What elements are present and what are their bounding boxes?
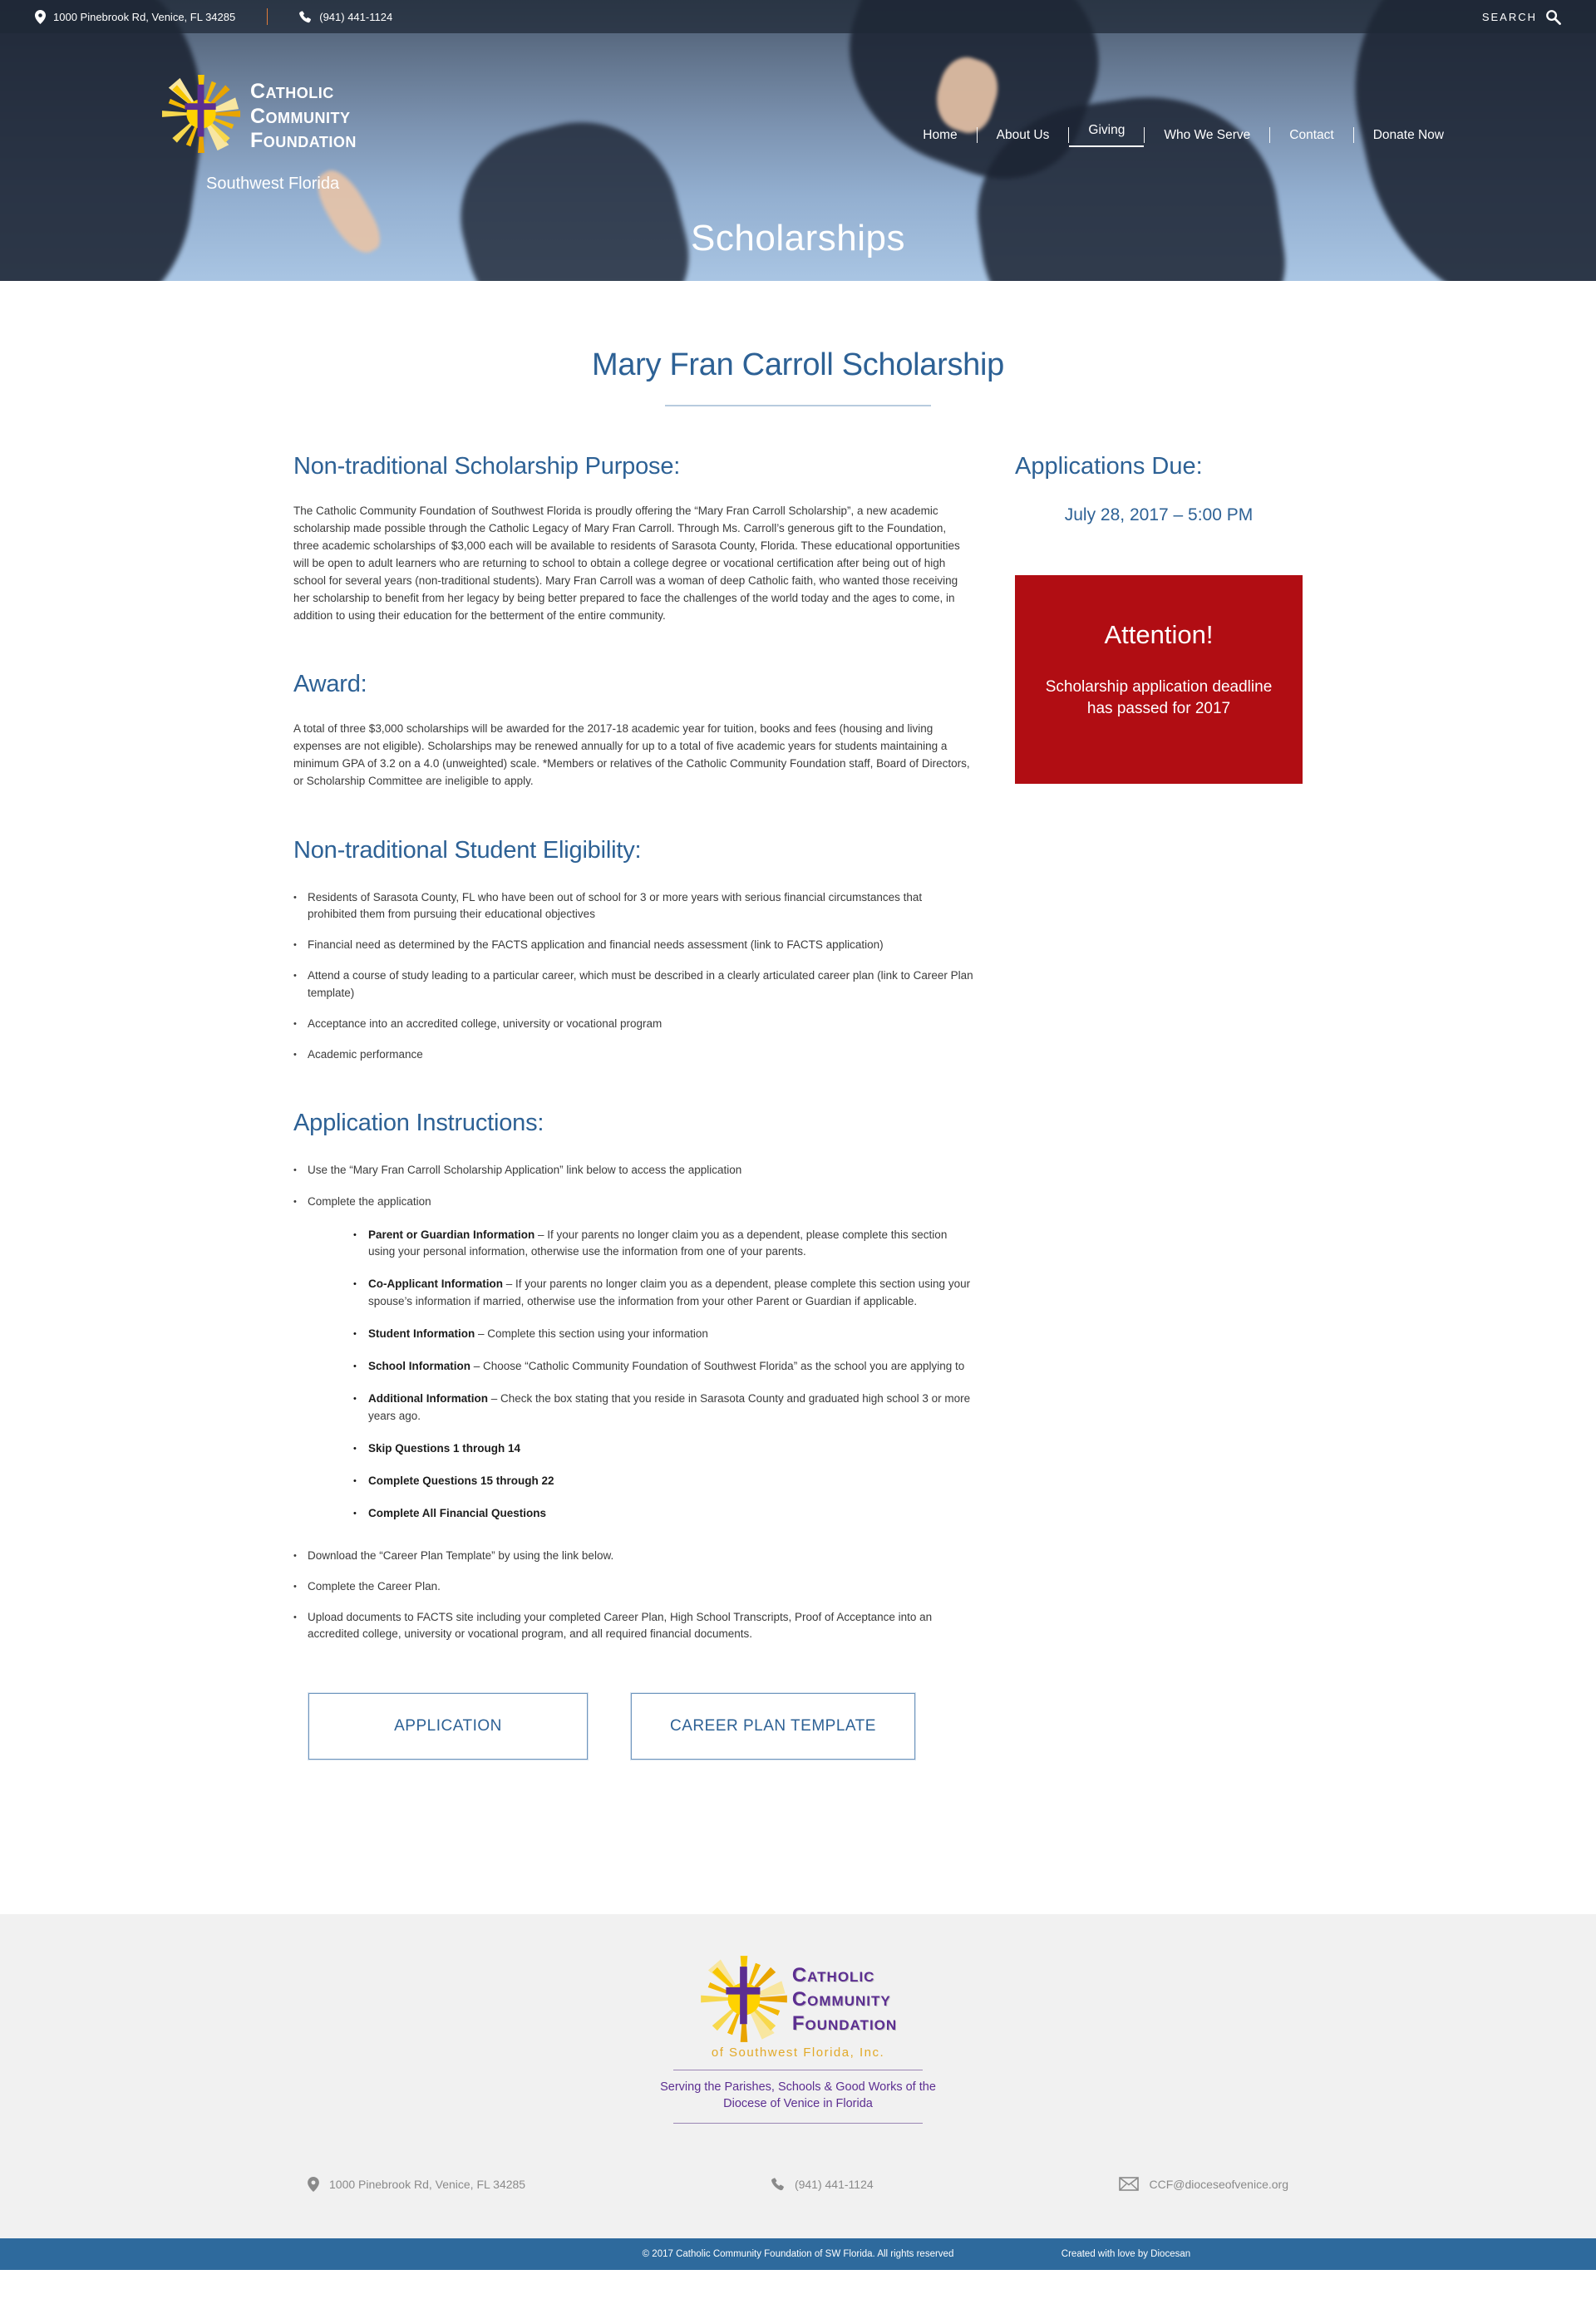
- attention-title: Attention!: [1104, 620, 1214, 649]
- bottom-bar: [0, 2238, 1596, 2270]
- sub-bullet-item: [353, 1227, 973, 1261]
- topbar-phone-text: (941) 441-1124: [319, 10, 393, 23]
- sub-bullet-text: – Choose “Catholic Community Foundation of Southwest Florida” as the school you are applying to: [470, 1360, 965, 1373]
- sidebar: [1015, 453, 1303, 784]
- footer-contact-row: [258, 2177, 1338, 2238]
- logo-subtitle: Southwest Florida: [206, 175, 340, 193]
- sub-bullet-item: [353, 1505, 973, 1522]
- footer-logo-line-2: Community: [791, 1987, 891, 2011]
- envelope-icon: [1119, 2177, 1139, 2191]
- logo-line-3: Foundation: [250, 129, 357, 152]
- title-underline: [665, 405, 931, 406]
- topbar-divider: [267, 8, 268, 25]
- bullet-item: • Attend a course of study leading to a particular career, which must be described in a clearly articulated career plan (link to Career Plan template): [293, 967, 973, 1002]
- career-plan-template-button[interactable]: CAREER PLAN TEMPLATE: [631, 1693, 915, 1760]
- footer-phone-text: (941) 441-1124: [794, 2177, 874, 2191]
- sub-bullet-item: [353, 1391, 973, 1425]
- nav-item-contact[interactable]: Contact: [1289, 127, 1334, 142]
- logo-line-2: Community: [250, 104, 351, 128]
- sunburst-cross-logo-icon: [160, 73, 242, 155]
- sub-bullet-bold: Complete Questions 15 through 22: [368, 1474, 554, 1488]
- search-label: SEARCH: [1481, 10, 1537, 23]
- sub-bullet-bold: Complete All Financial Questions: [368, 1507, 547, 1520]
- sub-bullet-text: – Check the box stating that you reside in Sarasota County and graduated high school 3 or more years ago.: [368, 1392, 971, 1422]
- site-logo[interactable]: [160, 73, 357, 155]
- sub-bullet-item: [353, 1473, 973, 1489]
- main-navigation: [904, 123, 1463, 147]
- bullet-text: Complete the application: [308, 1194, 431, 1208]
- bullet-item: • Download the “Career Plan Template” by using the link below.: [293, 1548, 973, 1564]
- eligibility-list: [293, 889, 973, 1064]
- sub-bullet-text: – If your parents no longer claim you as a dependent, please complete this section using your personal information, otherwise use the information from one of your parents.: [368, 1228, 948, 1258]
- footer-logo: [657, 1954, 939, 2124]
- attention-banner: [1015, 575, 1303, 784]
- purpose-paragraph: The Catholic Community Foundation of Southwest Florida is proudly offering the “Mary Fran Carroll Scholarship”, a new academic scholarship made possible through the Catholic Legacy of Mary Fran Carroll. Through Ms. Carroll’s generous gift to the Foundation, three academic scholarships of $3,000 each will be available to residents of Sarasota County, Florida. These educational opportunities will be open to adult learners who are returning to school to obtain a college degree or vocational certification after being out of high school for several years (non-traditional students). Mary Fran Carroll was a woman of deep Catholic faith, who wanted those receiving her scholarship to benefit from her legacy by being better prepared to face the challenges of the world today and the ages to come, in addition to using their education for the betterment of the entire community.: [293, 505, 960, 623]
- page-title: Mary Fran Carroll Scholarship: [591, 347, 1004, 382]
- phone-icon: [771, 2178, 785, 2191]
- sub-bullet-bold: Parent or Guardian Information: [368, 1228, 535, 1241]
- footer-logo-wordmark: [792, 1964, 897, 2036]
- search-icon: [1545, 9, 1561, 25]
- footer-logo-tagline: Serving the Parishes, Schools & Good Works of the Diocese of Venice in Florida: [660, 2080, 936, 2111]
- hero-page-title: Scholarships: [691, 218, 905, 258]
- footer-logo-line-3: Foundation: [791, 2011, 898, 2035]
- footer-logo-subtitle: of Southwest Florida, Inc.: [711, 2046, 885, 2060]
- footer-email[interactable]: [1119, 2177, 1288, 2192]
- sub-bullet-bold: School Information: [368, 1360, 470, 1373]
- nav-item-who-we-serve[interactable]: Who We Serve: [1164, 127, 1251, 142]
- bullet-item: [293, 1194, 973, 1523]
- eligibility-heading: Non-traditional Student Eligibility:: [293, 836, 642, 864]
- nav-item-about-us[interactable]: About Us: [996, 127, 1050, 142]
- credit-link[interactable]: Created with love by Diocesan: [1061, 2248, 1191, 2259]
- sub-bullet-item: [353, 1276, 973, 1310]
- sub-bullet-text: – If your parents no longer claim you as a dependent, please complete this section using your spouse’s information if married, otherwise use the information from your other Parent or Guardian if applicable.: [368, 1278, 971, 1307]
- bullet-item: • Upload documents to FACTS site including your completed Career Plan, High School Transcripts, Proof of Acceptance into an accredited college, university or vocational program, and all required financial documents.: [293, 1609, 973, 1643]
- award-heading: Award:: [293, 671, 367, 698]
- footer-email-text: CCF@dioceseofvenice.org: [1149, 2177, 1288, 2191]
- sub-bullet-text: – Complete this section using your information: [475, 1327, 708, 1340]
- attention-message: Scholarship application deadline has passed for 2017: [1045, 678, 1273, 717]
- top-utility-bar: [0, 0, 1596, 33]
- bullet-item: • Use the “Mary Fran Carroll Scholarship Application” link below to access the application: [293, 1162, 973, 1179]
- location-pin-icon: [35, 10, 46, 24]
- footer-logo-line-1: Catholic: [791, 1964, 875, 1986]
- sub-bullet-bold: Co-Applicant Information: [368, 1278, 503, 1291]
- bullet-item: • Acceptance into an accredited college, university or vocational program: [293, 1016, 973, 1032]
- sub-bullet-item: [353, 1326, 973, 1342]
- sub-bullet-item: [353, 1440, 973, 1457]
- instructions-list: [293, 1162, 973, 1642]
- article-column: [293, 453, 973, 1760]
- sub-bullet-item: [353, 1358, 973, 1375]
- application-button[interactable]: APPLICATION: [308, 1693, 588, 1760]
- bullet-item: • Complete the Career Plan.: [293, 1578, 973, 1595]
- hero-header: [0, 0, 1596, 281]
- copyright-text: © 2017 Catholic Community Foundation of SW Florida. All rights reserved: [642, 2248, 954, 2259]
- footer-phone[interactable]: [771, 2177, 874, 2192]
- instructions-heading: Application Instructions:: [293, 1110, 544, 1137]
- instructions-sub-list: [353, 1227, 973, 1523]
- topbar-address: [35, 10, 235, 24]
- nav-item-giving[interactable]: Giving: [1069, 123, 1144, 147]
- footer: [0, 1914, 1596, 2270]
- award-paragraph: A total of three $3,000 scholarships will be awarded for the 2017-18 academic year for tuition, books and fees (housing and living expenses are not eligible). Scholarships may be renewed annually for up to a total of five academic years for students maintaining a minimum GPA of 3.2 on a 4.0 (unweighted) scale. *Members or relatives of the Catholic Community Foundation staff, Board of Directors, or Scholarship Committee are ineligible to apply.: [293, 722, 970, 788]
- logo-line-1: Catholic: [250, 80, 334, 103]
- applications-due-heading: Applications Due:: [1015, 453, 1203, 480]
- nav-item-home[interactable]: Home: [923, 127, 958, 142]
- purpose-heading: Non-traditional Scholarship Purpose:: [293, 453, 681, 480]
- footer-address: [308, 2177, 525, 2192]
- footer-sunburst-cross-logo-icon: [699, 1954, 789, 2044]
- topbar-address-text: 1000 Pinebrook Rd, Venice, FL 34285: [53, 10, 236, 23]
- footer-logo-divider: [673, 2123, 923, 2124]
- main-content: [0, 281, 1596, 1914]
- bullet-item: • Residents of Sarasota County, FL who have been out of school for 3 or more years with serious financial circumstances that prohibited them from pursuing their educational objectives: [293, 889, 973, 923]
- sub-bullet-bold: Additional Information: [368, 1392, 488, 1406]
- logo-wordmark: [250, 80, 357, 154]
- location-pin-icon: [308, 2177, 319, 2192]
- nav-item-donate-now[interactable]: Donate Now: [1372, 127, 1444, 142]
- sub-bullet-bold: Skip Questions 1 through 14: [368, 1441, 521, 1455]
- sub-bullet-bold: Student Information: [368, 1327, 475, 1340]
- footer-address-text: 1000 Pinebrook Rd, Venice, FL 34285: [329, 2177, 526, 2191]
- bullet-item: • Academic performance: [293, 1046, 973, 1063]
- topbar-phone[interactable]: [299, 11, 392, 23]
- applications-due-date: July 28, 2017 – 5:00 PM: [1064, 505, 1254, 524]
- phone-icon: [299, 11, 312, 23]
- bullet-item: • Financial need as determined by the FACTS application and financial needs assessment (link to FACTS application): [293, 937, 973, 953]
- action-buttons: [308, 1693, 973, 1760]
- search-control[interactable]: [1482, 9, 1561, 25]
